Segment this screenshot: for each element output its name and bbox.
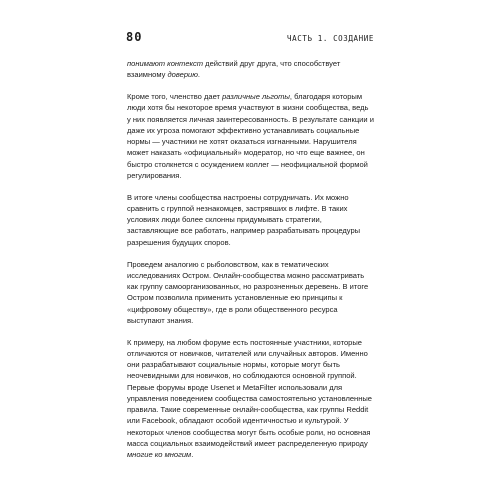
running-head: ЧАСТЬ 1. СОЗДАНИЕ: [287, 34, 374, 43]
text-segment: К примеру, на любом форуме есть постоянные участники, которые отличаются от новичков, читателей или случайных авторов. Именно они разрабатывают социальные нормы, которые могут быть неочевидными для новичков, но соблюдаются основной группой. Первые форумы вроде Usenet и MetaFilter использовали для управления поведением сообщества самостоятельно установленные правила. Такие современные онлайн-сообщества, как группы Reddit или Facebook, обладают особой идентичностью и культурой. У некоторых членов сообщества могут быть особые роли, но основная масса социальных взаимодействий имеет распределенную природу: [127, 337, 373, 448]
body-text: [127, 58, 374, 471]
text-segment: действий друг друга, что способствует взаимному: [127, 59, 341, 80]
text-segment: В итоге члены сообщества настроены сотрудничать. Их можно сравнить с группой незнакомцев, застрявших в лифте. В таких условиях люди более склонны придумывать стратегии, заставляющие все работать, например разрабатывать процедуры разрешения будущих споров.: [127, 192, 361, 247]
text-segment: .: [197, 70, 201, 80]
text-segment-italic: многие ко многим: [127, 450, 192, 460]
text-segment: , благодаря которым люди хотя бы некоторое время участвуют в жизни сообщества, ведь у них появляется личная заинтересованность. В результате санкции и даже их угроза помогают эффективно устанавливать социальные нормы — участники не хотят оказаться изгнанными. Нарушителя может наказать «официальный» модератор, но что еще важнее, он быстро столкнется с осуждением коллег — неофициальной формой регулирования.: [127, 92, 374, 180]
text-segment-italic: доверию: [167, 70, 198, 80]
paragraph-1: [127, 58, 374, 81]
paragraph-2: [127, 91, 374, 181]
paragraph-5: [127, 337, 374, 461]
page-header: [126, 30, 374, 44]
paragraph-3: [127, 192, 374, 248]
page-number: 80: [126, 30, 143, 44]
text-segment: Проведем аналогию с рыболовством, как в тематических исследованиях Остром. Онлайн-сообщества можно рассматривать как группу самоорганизованных, но разрозненных деревень. В итоге Остром позволила применить установленные ею принципы к «цифровому обществу», где в роли общественного ресурса выступают знания.: [127, 259, 369, 325]
text-segment-italic: понимают контекст: [127, 59, 204, 68]
text-segment: Кроме того, членство дает: [127, 92, 223, 102]
text-segment: .: [191, 450, 194, 460]
text-segment-italic: различные льготы: [222, 92, 290, 102]
paragraph-4: [127, 259, 374, 327]
